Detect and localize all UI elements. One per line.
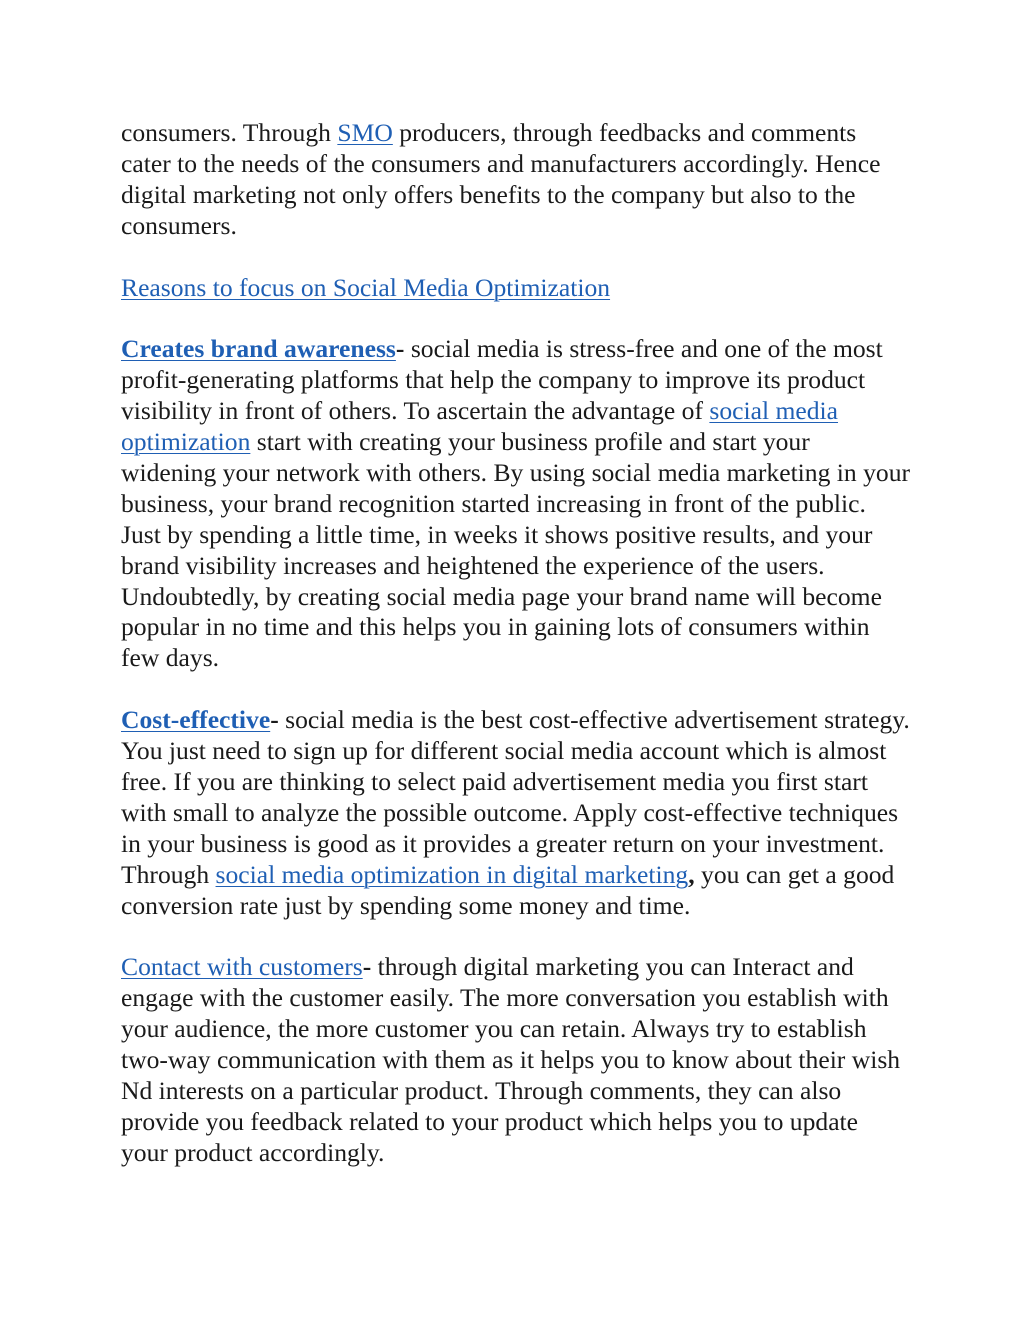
intro-text-after: producers, through feedbacks and comments cater to the needs of the consumers and manufacturers accordingly. Hence digital marketing not only offers benefits to the company but also to the consumers. bbox=[121, 118, 881, 240]
brand-awareness-text-1: social media is stress-free and one of the most profit-generating platforms that help the company to improve its product visibility in front of others. To ascertain the advantage of bbox=[121, 334, 883, 426]
section-heading-paragraph bbox=[121, 273, 911, 304]
brand-awareness-dash: - bbox=[395, 334, 405, 364]
intro-paragraph bbox=[121, 118, 911, 242]
cost-effective-comma: , bbox=[688, 859, 695, 889]
contact-customers-paragraph bbox=[121, 952, 911, 1168]
brand-awareness-title-link[interactable]: Creates brand awareness bbox=[121, 334, 396, 364]
reasons-heading-link[interactable]: Reasons to focus on Social Media Optimization bbox=[121, 272, 611, 302]
cost-effective-text-2: you can get a good conversion rate just by spending some money and time. bbox=[121, 859, 895, 920]
brand-awareness-paragraph bbox=[121, 334, 911, 674]
cost-effective-title-link[interactable]: Cost-effective bbox=[121, 705, 271, 735]
smo-digital-marketing-link[interactable]: social media optimization in digital marketing bbox=[215, 859, 689, 889]
cost-effective-text-1: social media is the best cost-effective advertisement strategy. You just need to sign up for different social media account which is almost free. If you are thinking to select paid advertisement media you first start with small to analyze the possible outcome. Apply cost-effective techniques in your business is good as it provides a greater return on your investment. Through bbox=[121, 705, 910, 889]
document-page bbox=[121, 118, 911, 1200]
contact-customers-title-link[interactable]: Contact with customers bbox=[121, 952, 363, 982]
contact-customers-text-1: through digital marketing you can Interact and engage with the customer easily. The more conversation you establish with your audience, the more customer you can retain. Always try to establish two-way communication with them as it helps you to know about their wish Nd interests on a particular product. Through comments, they can also provide you feedback related to your product which helps you to update your product accordingly. bbox=[121, 952, 901, 1167]
cost-effective-paragraph bbox=[121, 705, 911, 921]
social-media-optimization-link[interactable]: social media optimization bbox=[121, 396, 839, 457]
contact-customers-dash: - bbox=[362, 952, 372, 982]
smo-link[interactable]: SMO bbox=[337, 118, 393, 147]
intro-text-before: consumers. Through bbox=[121, 118, 338, 147]
cost-effective-dash: - bbox=[270, 705, 279, 735]
brand-awareness-text-2: start with creating your business profile and start your widening your network with others. By using social media marketing in your business, your brand recognition started increasing in front of the public. Just by spending a little time, in weeks it shows positive results, and your brand visibility increases and heightened the experience of the users. Undoubtedly, by creating social media page your brand name will become popular in no time and this helps you in gaining lots of consumers within few days. bbox=[121, 427, 911, 673]
